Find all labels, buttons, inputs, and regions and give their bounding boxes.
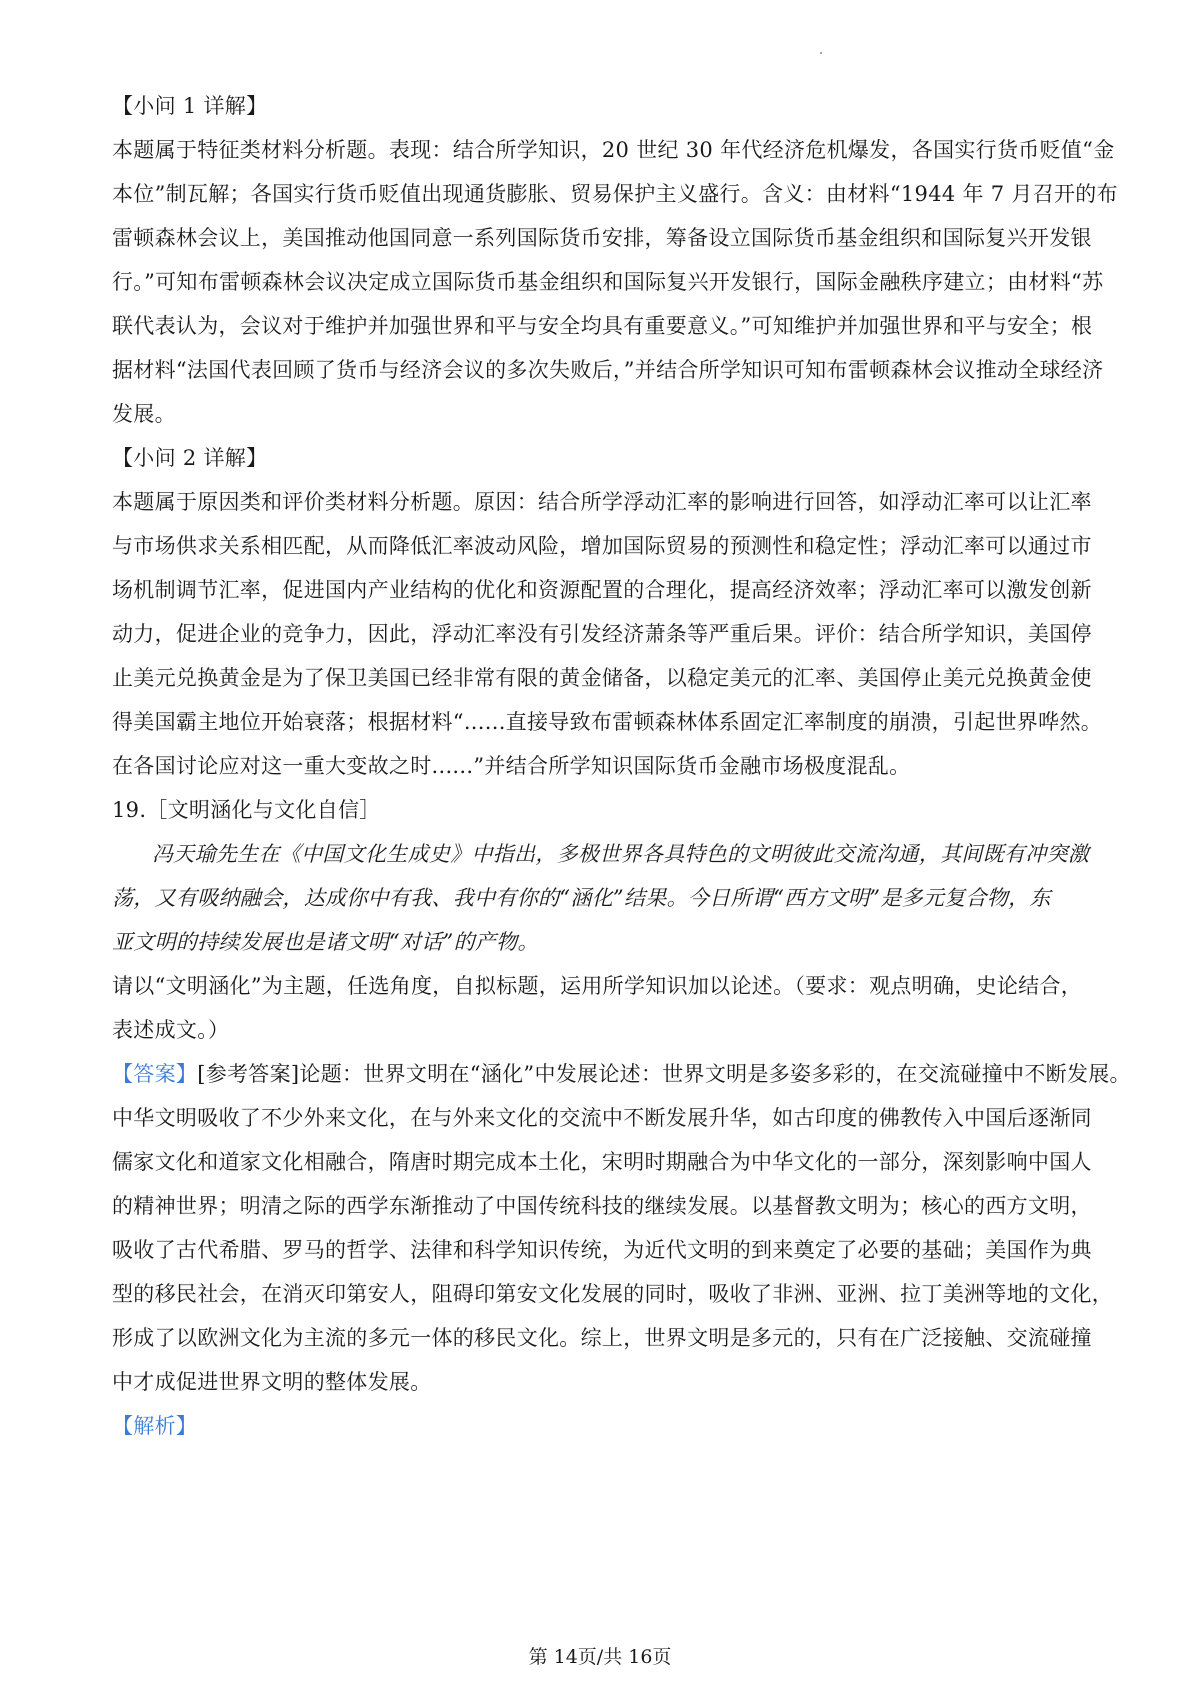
sub1-body [112, 136, 1118, 428]
paragraph-line: 场机制调节汇率，促进国内产业结构的优化和资源配置的合理化，提高经济效率；浮动汇率可以激发创新 [112, 578, 1092, 602]
answer-line: 的精神世界；明清之际的西学东渐推动了中国传统科技的继续发展。以基督教文明为；核心的西方文明， [112, 1194, 1092, 1218]
answer-line: 型的移民社会，在消灭印第安人，阻碍印第安文化发展的同时，吸收了非洲、亚洲、拉丁美洲等地的文化， [112, 1282, 1114, 1306]
paragraph-line: 发展。 [112, 402, 176, 426]
paragraph-line: 止美元兑换黄金是为了保卫美国已经非常有限的黄金储备，以稳定美元的汇率、美国停止美元兑换黄金使 [112, 666, 1092, 690]
answer-first-line [112, 1060, 1131, 1088]
sub2-heading: 【小问 2 详解】 [112, 446, 268, 470]
answer-line: 中华文明吸收了不少外来文化，在与外来文化的交流中不断发展升华，如古印度的佛教传入中国后逐渐同 [112, 1106, 1092, 1130]
paragraph-line: 本位”制瓦解；各国实行货币贬值出现通货膨胀、贸易保护主义盛行。含义：由材料“1944 年 7 月召开的布 [112, 182, 1118, 206]
answer-line: 儒家文化和道家文化相融合，隋唐时期完成本土化，宋明时期融合为中华文化的一部分，深刻影响中国人 [112, 1150, 1092, 1174]
material-line: 亚文明的持续发展也是诸文明“对话”的产物。 [112, 930, 539, 954]
question-19-prompt [112, 972, 1096, 1044]
paragraph-line: 联代表认为，会议对于维护并加强世界和平与安全均具有重要意义。”可知维护并加强世界和平与安全；根 [112, 314, 1093, 338]
sub1-heading: 【小问 1 详解】 [112, 94, 268, 118]
paragraph-line: 在各国讨论应对这一重大变故之时......”并结合所学知识国际货币金融市场极度混乱。 [112, 754, 911, 778]
scan-dot [820, 52, 822, 54]
paragraph-line: 行。”可知布雷顿森林会议决定成立国际货币基金组织和国际复兴开发银行，国际金融秩序建立；由材料“苏 [112, 270, 1104, 294]
paragraph-line: 本题属于特征类材料分析题。表现：结合所学知识，20 世纪 30 年代经济危机爆发，各国实行货币贬值“金 [112, 138, 1115, 162]
answer-block [112, 1060, 1131, 1396]
paragraph-line: 得美国霸主地位开始衰落；根据材料“......直接导致布雷顿森林体系固定汇率制度的崩溃，引起世界哗然。 [112, 710, 1103, 734]
paragraph-line: 据材料“法国代表回顾了货币与经济会议的多次失败后，”并结合所学知识可知布雷顿森林会议推动全球经济 [112, 358, 1104, 382]
paragraph-line: 雷顿森林会议上，美国推动他国同意一系列国际货币安排，筹备设立国际货币基金组织和国际复兴开发银 [112, 226, 1092, 250]
paragraph-line: 动力，促进企业的竞争力，因此，浮动汇率没有引发经济萧条等严重后果。评价：结合所学知识，美国停 [112, 622, 1092, 646]
content [112, 92, 1131, 1456]
analysis-label: 【解析】 [112, 1414, 198, 1438]
answer-text: [参考答案]论题：世界文明在“涵化”中发展论述：世界文明是多姿多彩的，在交流碰撞中不断发展。 [197, 1062, 1131, 1086]
paragraph-line: 本题属于原因类和评价类材料分析题。原因：结合所学浮动汇率的影响进行回答，如浮动汇率可以让汇率 [112, 490, 1092, 514]
sub2-body [112, 488, 1103, 780]
answer-line: 形成了以欧洲文化为主流的多元一体的移民文化。综上，世界文明是多元的，只有在广泛接触、交流碰撞 [112, 1326, 1092, 1350]
prompt-line: 请以“文明涵化”为主题，任选角度，自拟标题，运用所学知识加以论述。（要求：观点明确，史论结合， [112, 974, 1083, 998]
answer-line: 吸收了古代希腊、罗马的哲学、法律和科学知识传统，为近代文明的到来奠定了必要的基础；美国作为典 [112, 1238, 1092, 1262]
page-footer: 第 14页/共 16页 [528, 1646, 672, 1668]
material-line: 荡，又有吸纳融会，达成你中有我、我中有你的“涵化”结果。今日所谓“西方文明”是多元复合物，东 [112, 886, 1051, 910]
question-19-title: 19.［文明涵化与文化自信］ [112, 798, 381, 822]
answer-label: 【答案】 [112, 1062, 198, 1086]
answer-line: 中才成促进世界文明的整体发展。 [112, 1370, 432, 1394]
question-19-material [112, 840, 1096, 956]
material-line: 冯天瑜先生在《中国文化生成史》中指出，多极世界各具特色的文明彼此交流沟通，其间既有冲突激 [152, 842, 1090, 866]
paragraph-line: 与市场供求关系相匹配，从而降低汇率波动风险，增加国际贸易的预测性和稳定性；浮动汇率可以通过市 [112, 534, 1092, 558]
prompt-line: 表述成文。） [112, 1018, 230, 1042]
